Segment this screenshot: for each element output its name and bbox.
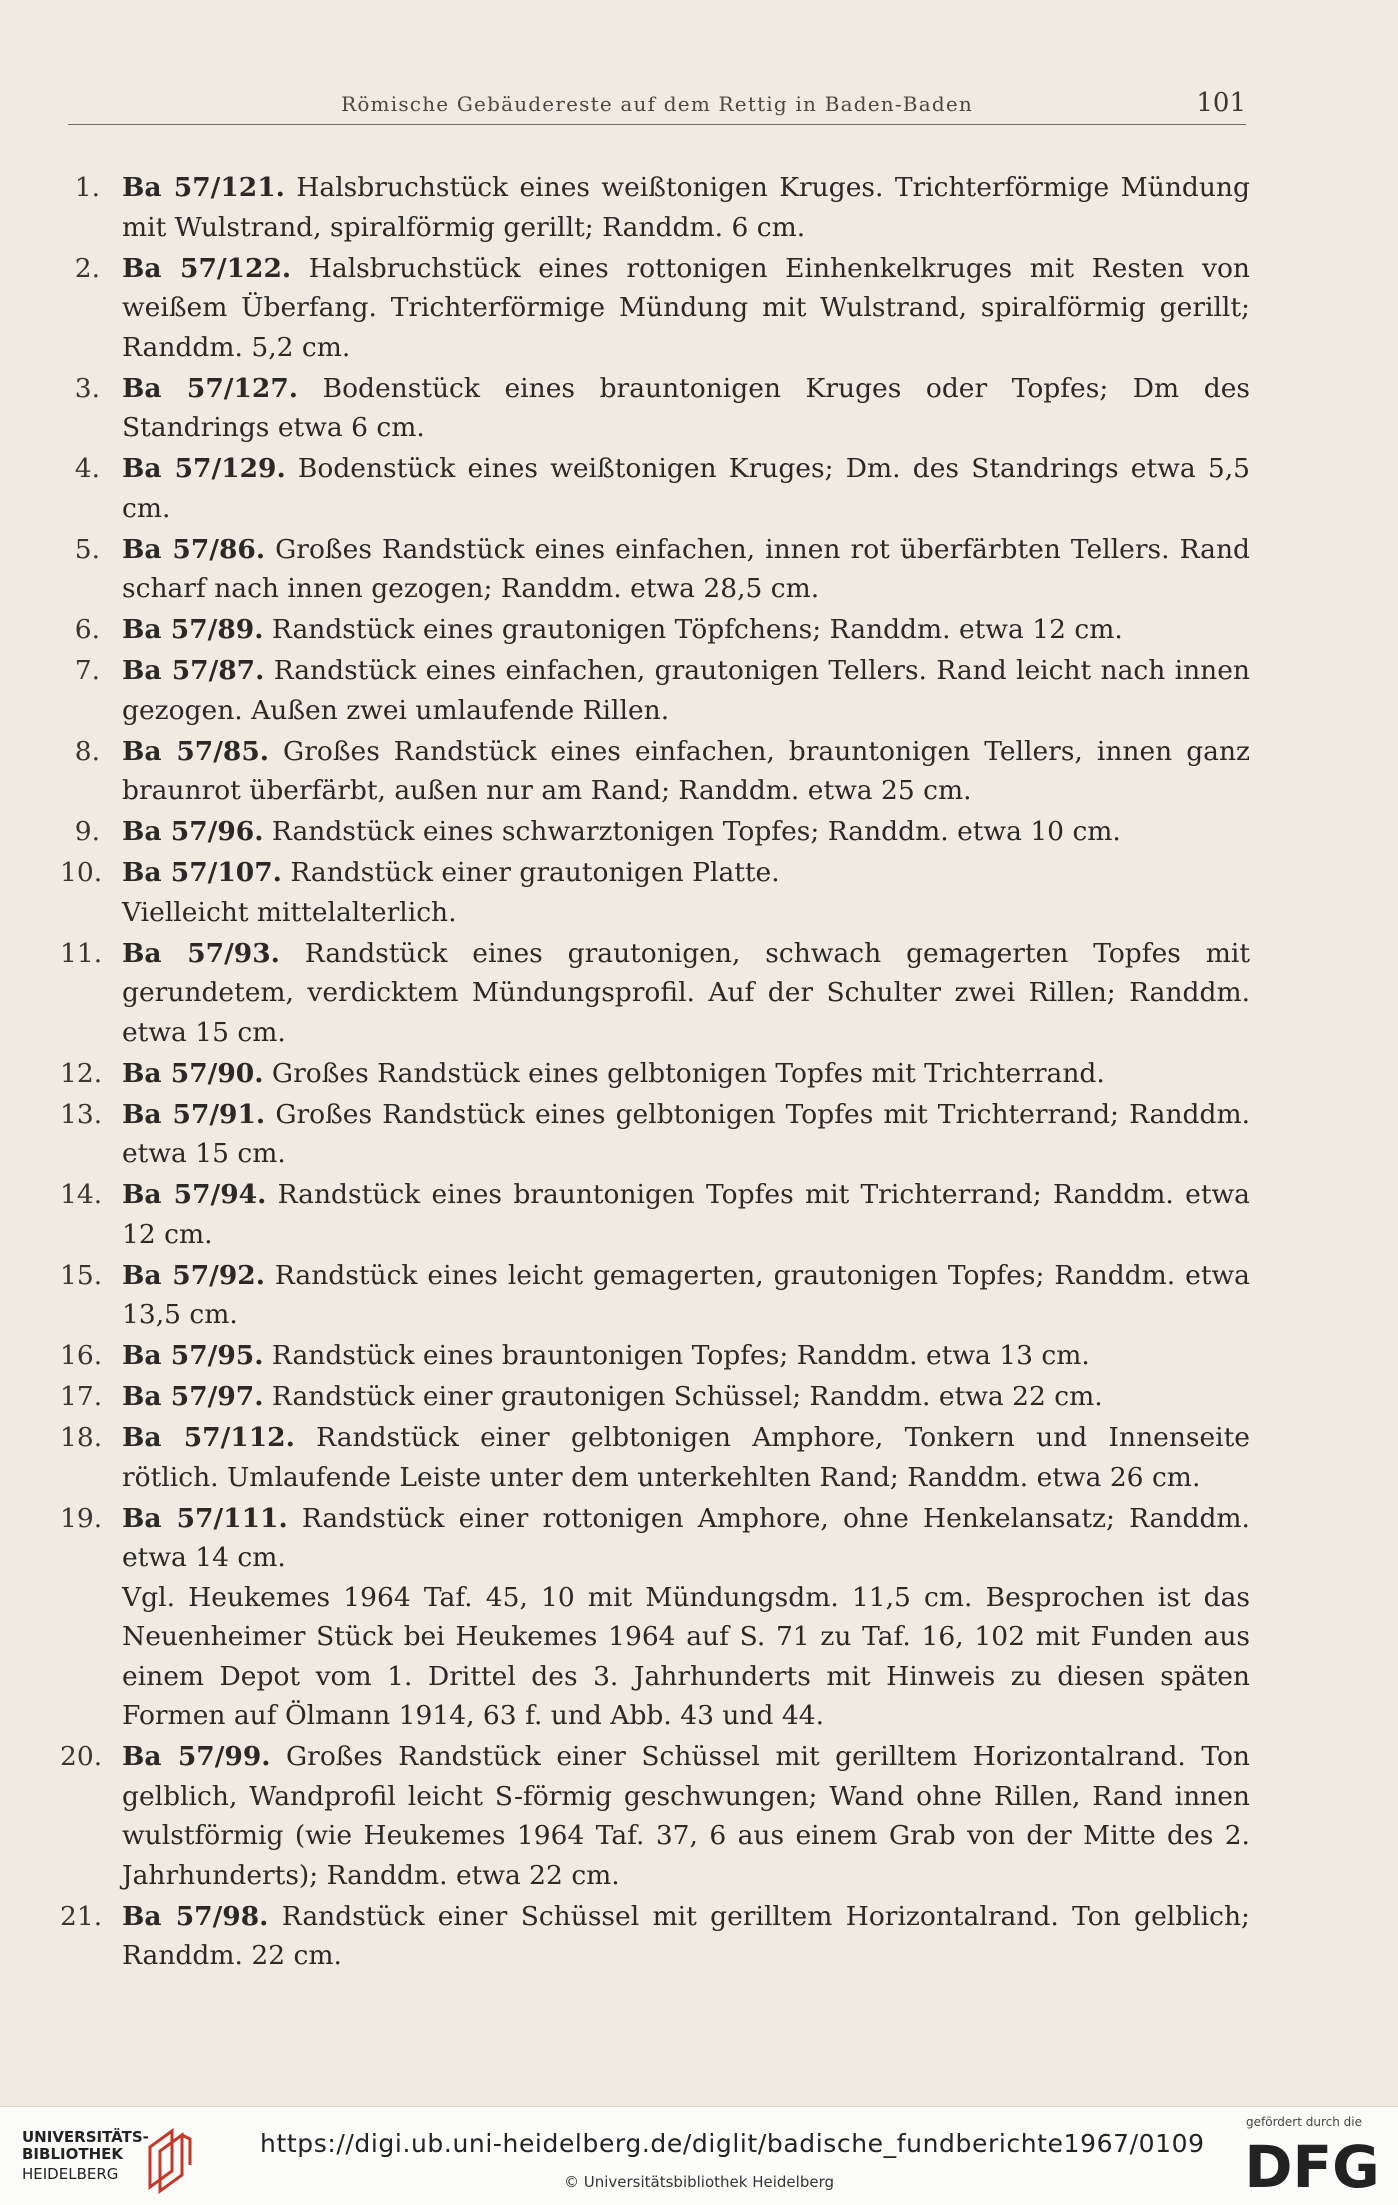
catalog-entry <box>60 1336 1250 1376</box>
catalog-number: Ba 57/129. <box>122 453 286 484</box>
running-title: Römische Gebäudereste auf dem Rettig in Baden-Baden <box>341 92 973 116</box>
catalog-number: Ba 57/99. <box>122 1741 271 1772</box>
entry-number: 15. <box>60 1259 103 1291</box>
entry-number: 21. <box>60 1900 103 1932</box>
catalog-entry <box>60 1175 1250 1254</box>
catalog-number: Ba 57/96. <box>122 816 264 847</box>
catalog-number: Ba 57/121. <box>122 172 285 203</box>
catalog-entry <box>60 651 1250 730</box>
catalog-number: Ba 57/89. <box>122 614 264 645</box>
entry-number: 13. <box>60 1098 103 1130</box>
entry-text: Randstück einer gelbtonigen Amphore, Tonkern und Innenseite rötlich. Umlaufende Leiste unter dem unterkehlten Rand; Randdm. etwa 26 cm. <box>122 1422 1250 1493</box>
catalog-entry <box>60 1897 1250 1976</box>
catalog-number: Ba 57/92. <box>122 1259 265 1291</box>
entry-number: 17. <box>60 1381 103 1412</box>
entry-text: Randstück einer rottonigen Amphore, ohne Henkelansatz; Randdm. etwa 14 cm. <box>122 1502 1250 1573</box>
entry-text: Randstück einer Schüssel mit gerilltem Horizontalrand. Ton gelblich; Randdm. 22 cm. <box>122 1900 1250 1971</box>
catalog-entry <box>60 530 1250 609</box>
catalog-entry <box>60 1256 1250 1335</box>
entry-text: Randstück eines einfachen, grautonigen Tellers. Rand leicht nach innen gezogen. Außen zwei umlaufende Rillen. <box>122 655 1250 726</box>
entry-number: 7. <box>74 655 100 686</box>
entry-note: Vgl. Heukemes 1964 Taf. 45, 10 mit Mündungsdm. 11,5 cm. Besprochen ist das Neuenheimer Stück bei Heukemes 1964 auf S. 71 zu Taf. 16, 102 mit Funden aus einem Depot vom 1. Drittel des 3. Jahrhunderts mit Hinweis zu diesen späten Formen auf Ölmann 1914, 63 f. und Abb. 43 und 44. <box>122 1581 1250 1731</box>
catalog-number: Ba 57/98. <box>122 1900 269 1932</box>
catalog-entry <box>60 610 1250 650</box>
catalog-entry <box>60 732 1250 811</box>
page-number: 101 <box>1196 88 1246 118</box>
catalog-number: Ba 57/97. <box>122 1381 264 1412</box>
entry-text: Großes Randstück einer Schüssel mit gerilltem Horizontalrand. Ton gelblich, Wandprofil leicht S-förmig geschwungen; Wand ohne Rillen, Rand innen wulstförmig (wie Heukemes 1964 Taf. 37, 6 aus einem Grab von der Mitte des 2. Jahrhunderts); Randdm. etwa 22 cm. <box>122 1741 1250 1891</box>
catalog-number: Ba 57/85. <box>122 735 270 767</box>
dfg-logo[interactable] <box>1244 2133 1380 2197</box>
entry-text: Randstück eines schwarztonigen Topfes; Randdm. etwa 10 cm. <box>271 816 1121 847</box>
catalog-number: Ba 57/122. <box>122 252 292 284</box>
library-city: HEIDELBERG <box>22 2165 119 2183</box>
entry-number: 18. <box>60 1422 103 1453</box>
catalog-entry <box>60 812 1250 852</box>
dfg-caption: gefördert durch die <box>1246 2115 1362 2129</box>
entry-text: Randstück einer grautonigen Schüssel; Randdm. etwa 22 cm. <box>271 1381 1103 1412</box>
entry-number: 11. <box>60 937 103 969</box>
catalog-entry <box>60 1418 1250 1497</box>
running-header <box>68 84 1246 125</box>
catalog-entry <box>60 934 1250 1053</box>
catalog-number: Ba 57/112. <box>122 1422 295 1453</box>
entry-text: Großes Randstück eines gelbtonigen Topfes mit Trichterrand. <box>271 1057 1105 1089</box>
entry-text: Randstück eines grautonigen, schwach gemagerten Topfes mit gerundetem, verdicktem Mündungsprofil. Auf der Schulter zwei Rillen; Randdm. etwa 15 cm. <box>122 937 1250 1048</box>
entry-number: 12. <box>60 1057 103 1089</box>
entry-number: 5. <box>74 533 100 565</box>
catalog-number: Ba 57/127. <box>122 372 299 404</box>
entry-number: 14. <box>60 1179 103 1210</box>
entry-number: 4. <box>74 453 100 484</box>
entry-text: Halsbruchstück eines weißtonigen Kruges. Trichterförmige Mündung mit Wulstrand, spiralförmig gerillt; Randdm. 6 cm. <box>122 172 1250 243</box>
entry-number: 6. <box>74 614 100 645</box>
entry-number: 8. <box>74 735 100 767</box>
catalog-number: Ba 57/111. <box>122 1502 288 1534</box>
entry-text: Großes Randstück eines einfachen, brauntonigen Tellers, innen ganz braunrot überfärbt, außen nur am Rand; Randdm. etwa 25 cm. <box>122 735 1250 806</box>
entry-text: Randstück eines brauntonigen Topfes mit Trichterrand; Randdm. etwa 12 cm. <box>122 1179 1250 1250</box>
entry-number: 20. <box>60 1741 103 1772</box>
catalog-entry <box>60 249 1250 368</box>
entry-text: Großes Randstück eines einfachen, innen rot überfärbten Tellers. Rand scharf nach innen gezogen; Randdm. etwa 28,5 cm. <box>122 533 1250 604</box>
catalog-entry <box>60 168 1250 247</box>
catalog-number: Ba 57/107. <box>122 857 282 888</box>
entry-number: 3. <box>74 372 100 404</box>
catalog-entry <box>60 369 1250 448</box>
catalog-entry <box>60 1054 1250 1094</box>
entry-text: Randstück einer grautonigen Platte. <box>290 857 780 888</box>
entry-number: 10. <box>60 857 103 888</box>
entry-number: 2. <box>74 252 100 284</box>
entry-text: Randstück eines grautonigen Töpfchens; Randdm. etwa 12 cm. <box>271 614 1123 645</box>
entry-text: Bodenstück eines brauntonigen Kruges oder Topfes; Dm des Standrings etwa 6 cm. <box>122 372 1250 443</box>
entry-number: 1. <box>74 172 100 203</box>
catalog-number: Ba 57/87. <box>122 655 265 686</box>
catalog-number: Ba 57/90. <box>122 1057 264 1089</box>
catalog-entry <box>60 1377 1250 1417</box>
entry-text: Randstück eines brauntonigen Topfes; Randdm. etwa 13 cm. <box>271 1340 1090 1371</box>
entry-number: 16. <box>60 1340 103 1371</box>
catalog-entry <box>60 853 1250 932</box>
entry-note: Vielleicht mittelalterlich. <box>122 896 457 928</box>
viewer-footer <box>0 2106 1398 2205</box>
entry-number: 9. <box>74 816 100 847</box>
catalog-number: Ba 57/93. <box>122 937 280 969</box>
entry-number: 19. <box>60 1502 103 1534</box>
entry-text: Halsbruchstück eines rottonigen Einhenkelkruges mit Resten von weißem Überfang. Trichterförmige Mündung mit Wulstrand, spiralförmig gerillt; Randdm. 5,2 cm. <box>122 252 1250 363</box>
catalog-number: Ba 57/94. <box>122 1179 267 1210</box>
permalink-url[interactable]: https://digi.ub.uni-heidelberg.de/diglit/badische_fundberichte1967/0109 <box>260 2129 1205 2158</box>
catalog-number: Ba 57/86. <box>122 533 266 565</box>
svg-text:DFG: DFG <box>1244 2133 1380 2197</box>
catalog-entry <box>60 1095 1250 1174</box>
entry-text: Randstück eines leicht gemagerten, grautonigen Topfes; Randdm. etwa 13,5 cm. <box>122 1259 1250 1330</box>
entry-text: Bodenstück eines weißtonigen Kruges; Dm. des Standrings etwa 5,5 cm. <box>122 453 1250 524</box>
catalog-entry <box>60 1499 1250 1736</box>
catalog-entry <box>60 449 1250 528</box>
catalog-entries <box>60 168 1250 1977</box>
catalog-number: Ba 57/91. <box>122 1098 266 1130</box>
copyright-notice: © Universitätsbibliothek Heidelberg <box>563 2173 834 2191</box>
catalog-number: Ba 57/95. <box>122 1340 264 1371</box>
entry-text: Großes Randstück eines gelbtonigen Topfes mit Trichterrand; Randdm. etwa 15 cm. <box>122 1098 1250 1169</box>
library-name: UNIVERSITÄTS- BIBLIOTHEK <box>22 2128 149 2163</box>
catalog-entry <box>60 1737 1250 1895</box>
